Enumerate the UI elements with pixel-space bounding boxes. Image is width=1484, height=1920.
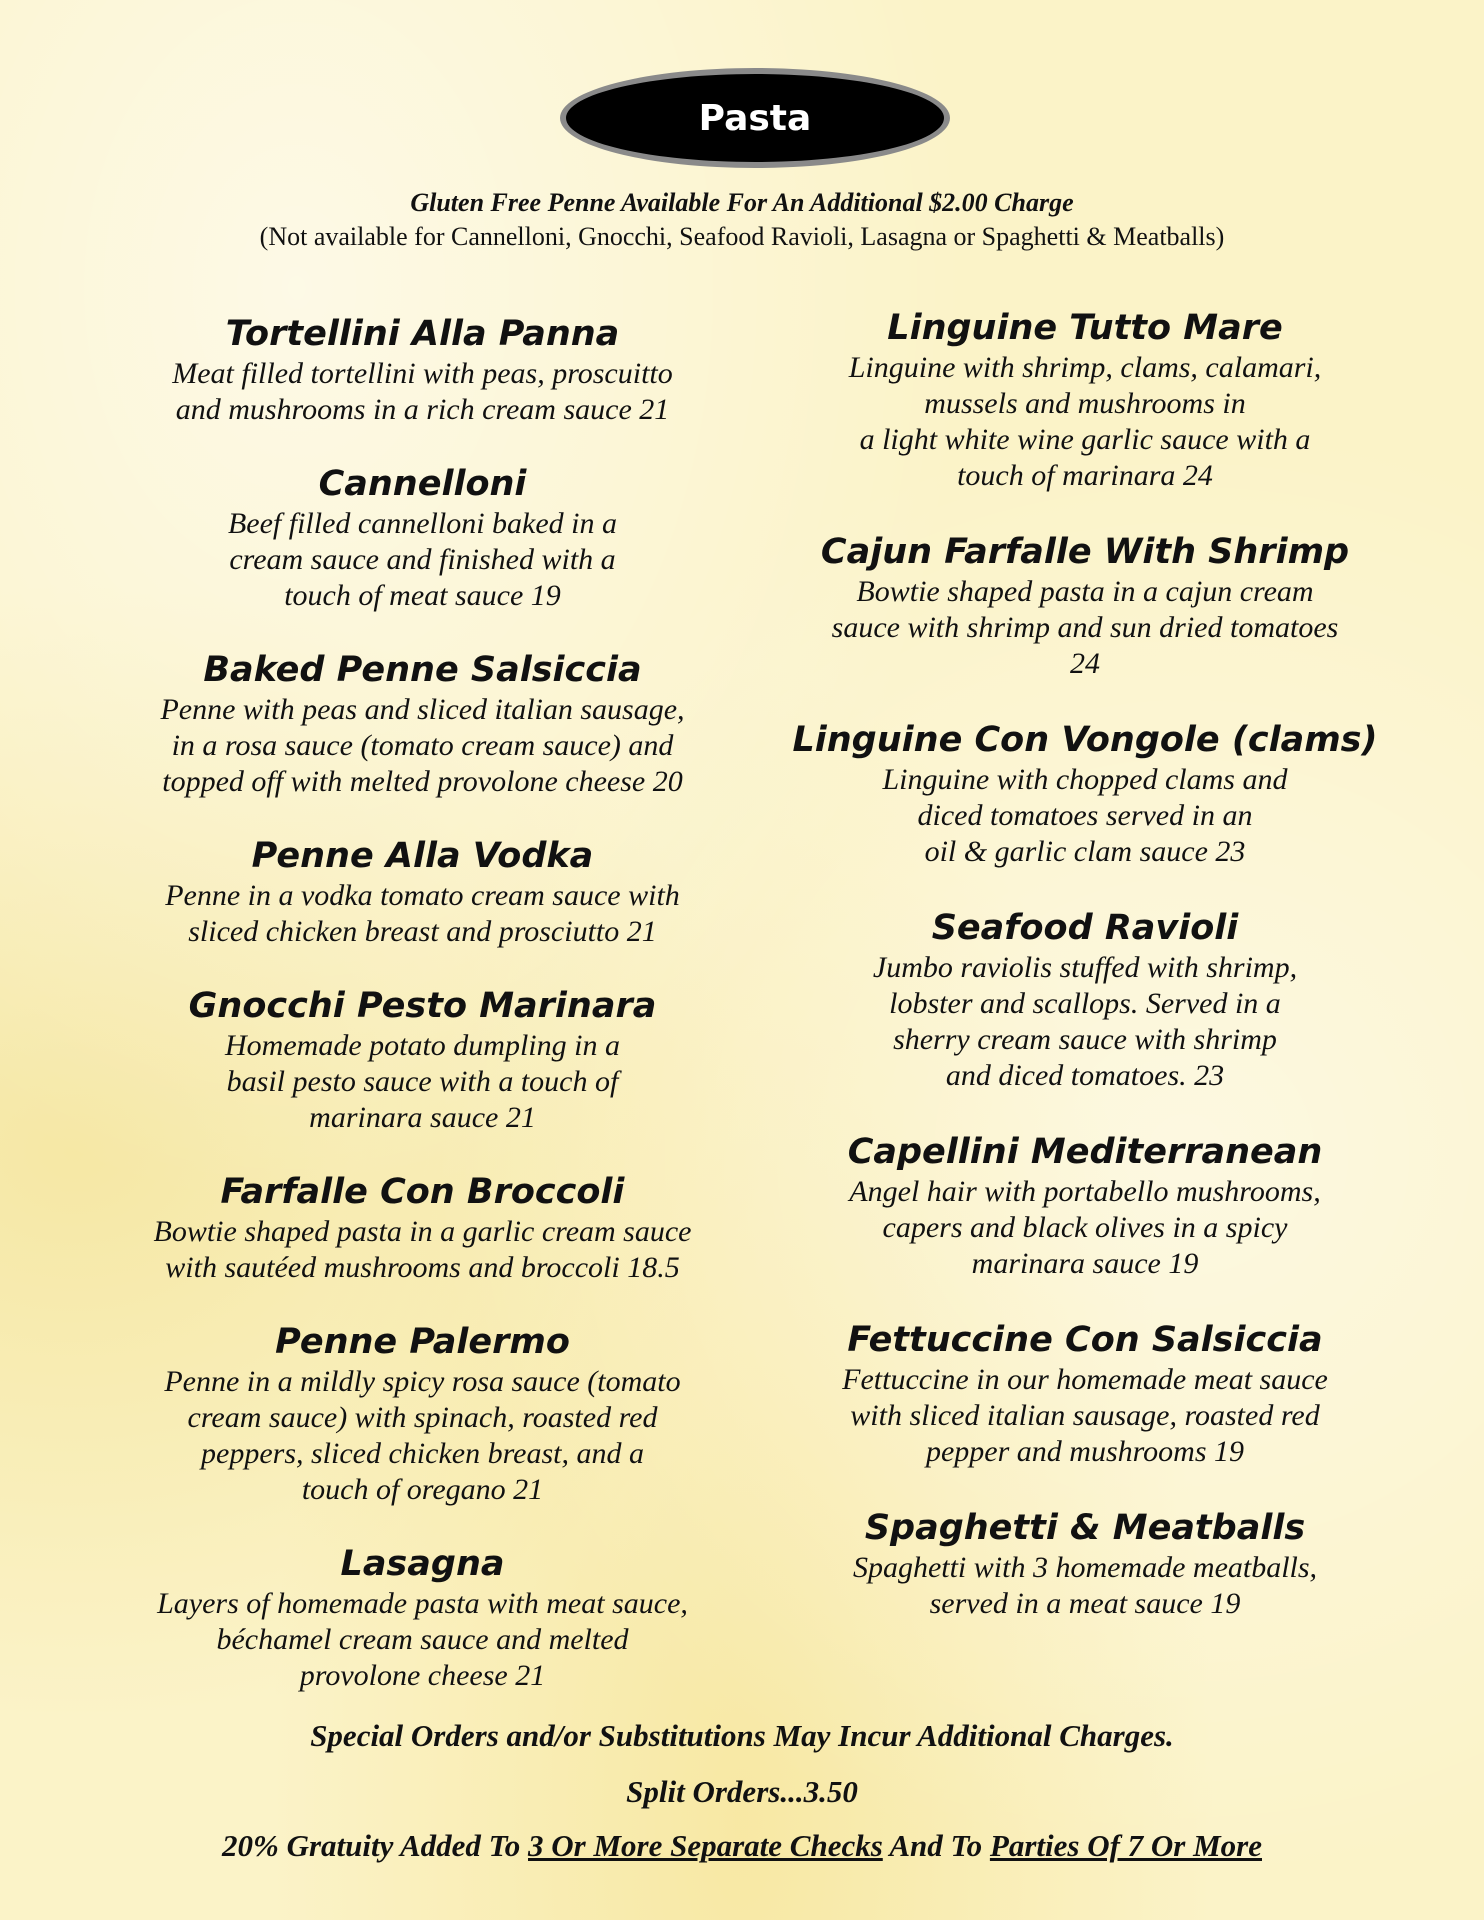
menu-item (100, 984, 745, 1136)
menu-item (100, 834, 745, 950)
menu-item-name: Seafood Ravioli (931, 908, 1239, 948)
page-title: Pasta (698, 97, 812, 139)
menu-item (770, 1506, 1400, 1622)
menu-item (100, 312, 745, 428)
menu-item-description: Fettuccine in our homemade meat sauce with sliced italian sausage, roasted red pepper and mushrooms 19 (842, 1363, 1328, 1468)
menu-item (770, 1318, 1400, 1470)
menu-item-name: Penne Alla Vodka (251, 836, 594, 876)
gratuity-note (0, 1828, 1484, 1864)
menu-item (770, 906, 1400, 1094)
menu-item-description: Bowtie shaped pasta in a garlic cream sauce with sautéed mushrooms and broccoli 18.5 (153, 1215, 692, 1284)
menu-item (100, 462, 745, 614)
menu-item-name: Penne Palermo (275, 1322, 570, 1362)
menu-item-description: Homemade potato dumpling in a basil pesto sauce with a touch of marinara sauce 21 (225, 1029, 620, 1134)
gratuity-parties: Parties Of 7 Or More (989, 1828, 1262, 1863)
menu-item (770, 718, 1400, 870)
menu-item-name: Farfalle Con Broccoli (220, 1172, 625, 1212)
menu-item (100, 1320, 745, 1508)
menu-item-description: Penne in a mildly spicy rosa sauce (tomato cream sauce) with spinach, roasted red peppers, sliced chicken breast, and a touch of oregano 21 (164, 1365, 681, 1506)
special-orders-note: Special Orders and/or Substitutions May Incur Additional Charges. (310, 1718, 1174, 1753)
menu-item-name: Gnocchi Pesto Marinara (188, 986, 657, 1026)
menu-item (100, 1170, 745, 1286)
menu-item (770, 306, 1400, 494)
gratuity-middle: And To (882, 1828, 990, 1863)
menu-item (770, 1130, 1400, 1282)
split-orders-note: Split Orders...3.50 (626, 1774, 858, 1809)
menu-item-description: Meat filled tortellini with peas, proscuitto and mushrooms in a rich cream sauce 21 (172, 357, 673, 426)
menu-item-name: Baked Penne Salsiccia (203, 650, 642, 690)
gratuity-checks: 3 Or More Separate Checks (528, 1828, 883, 1863)
menu-item-name: Linguine Con Vongole (clams) (792, 720, 1378, 760)
menu-item-name: Fettuccine Con Salsiccia (847, 1320, 1323, 1360)
gratuity-prefix: 20% Gratuity Added To (222, 1828, 528, 1863)
menu-item-description: Layers of homemade pasta with meat sauce, béchamel cream sauce and melted provolone cheese 21 (157, 1587, 688, 1692)
menu-item-description: Linguine with chopped clams and diced tomatoes served in an oil & garlic clam sauce 23 (882, 763, 1288, 868)
menu-item-description: Jumbo raviolis stuffed with shrimp, lobster and scallops. Served in a sherry cream sauce with shrimp and diced tomatoes. 23 (872, 951, 1298, 1092)
menu-item-name: Lasagna (340, 1544, 505, 1584)
gluten-free-note: Gluten Free Penne Available For An Additional $2.00 Charge (410, 188, 1074, 217)
menu-item-description: Angel hair with portabello mushrooms, capers and black olives in a spicy marinara sauce 19 (849, 1175, 1321, 1280)
menu-item-name: Capellini Mediterranean (847, 1132, 1323, 1172)
menu-item-name: Spaghetti & Meatballs (864, 1508, 1306, 1548)
page-title-badge (560, 68, 950, 168)
menu-item (100, 648, 745, 800)
menu-item-description: Beef filled cannelloni baked in a cream sauce and finished with a touch of meat sauce 19 (227, 507, 618, 612)
menu-column-right (770, 306, 1400, 1658)
menu-item-description: Penne in a vodka tomato cream sauce with sliced chicken breast and prosciutto 21 (165, 879, 680, 948)
menu-item-name: Cajun Farfalle With Shrimp (820, 532, 1350, 572)
menu-item-description: Bowtie shaped pasta in a cajun cream sauce with shrimp and sun dried tomatoes 24 (831, 575, 1339, 680)
menu-item-name: Tortellini Alla Panna (225, 314, 620, 354)
menu-item (100, 1542, 745, 1694)
menu-item-description: Penne with peas and sliced italian sausage, in a rosa sauce (tomato cream sauce) and topped off with melted provolone cheese 20 (160, 693, 685, 798)
menu-item (770, 530, 1400, 682)
menu-item-name: Linguine Tutto Mare (887, 308, 1283, 348)
menu-item-description: Linguine with shrimp, clams, calamari, mussels and mushrooms in a light white wine garlic sauce with a touch of marinara 24 (848, 351, 1322, 492)
menu-column-left (100, 312, 745, 1728)
menu-item-description: Spaghetti with 3 homemade meatballs, served in a meat sauce 19 (852, 1551, 1318, 1620)
gluten-free-exceptions: (Not available for Cannelloni, Gnocchi, Seafood Ravioli, Lasagna or Spaghetti & Meatballs) (259, 222, 1225, 251)
menu-item-name: Cannelloni (318, 464, 527, 504)
